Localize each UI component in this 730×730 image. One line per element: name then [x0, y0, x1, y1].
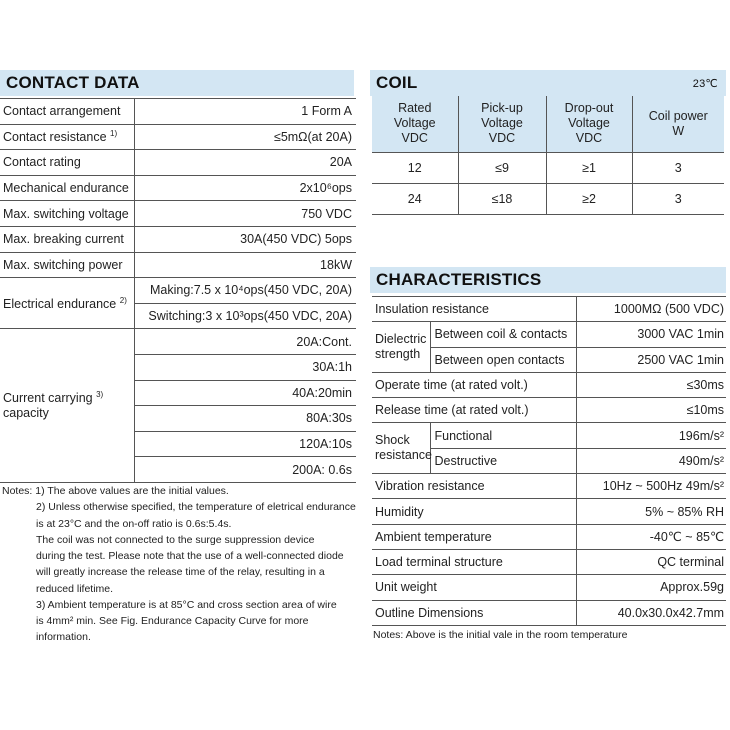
note-line: reduced lifetime.	[36, 582, 114, 595]
sub-label: Destructive	[430, 448, 576, 473]
row-value: 18kW	[134, 252, 356, 278]
row-value: 196m/s²	[576, 423, 726, 448]
note-line: is at 23°C and the on-off ratio is 0.6s:5.4s.	[36, 517, 232, 530]
row-value: 30A(450 VDC) 5ops	[134, 226, 356, 252]
row-label: Mechanical endurance	[0, 175, 134, 201]
table-row	[372, 549, 726, 574]
table-row	[0, 99, 356, 125]
table-row	[372, 372, 726, 397]
row-label: Vibration resistance	[372, 474, 576, 499]
column-header: Rated Voltage VDC	[372, 96, 458, 152]
table-row	[372, 423, 726, 448]
row-value: ≤5mΩ(at 20A)	[134, 124, 356, 150]
coil-title	[370, 70, 726, 96]
note-line: information.	[36, 631, 91, 644]
row-value: Approx.59g	[576, 575, 726, 600]
row-label: Max. breaking current	[0, 226, 134, 252]
column-header: Drop-out Voltage VDC	[546, 96, 632, 152]
table-row	[372, 499, 726, 524]
row-value: Making:7.5 x 10⁴ops(450 VDC, 20A)	[134, 278, 356, 304]
row-value: 20A	[134, 150, 356, 176]
row-label: Load terminal structure	[372, 549, 576, 574]
electrical-endurance-label	[0, 278, 134, 329]
label-text: Current carrying	[3, 391, 93, 406]
table-row	[0, 150, 356, 176]
row-label: Contact rating	[0, 150, 134, 176]
note-line: 3) Ambient temperature is at 85°C and cross section area of wire	[36, 598, 337, 611]
table-cell: ≥1	[546, 152, 632, 183]
row-value: -40℃ ~ 85℃	[576, 524, 726, 549]
note-line: The coil was not connected to the surge suppression device	[36, 533, 315, 546]
row-value: ≤30ms	[576, 372, 726, 397]
row-value: 750 VDC	[134, 201, 356, 227]
table-cell: ≤18	[458, 183, 546, 214]
current-carrying-label	[0, 329, 134, 483]
row-label	[0, 124, 134, 150]
table-cell: ≤9	[458, 152, 546, 183]
table-header-row	[372, 96, 724, 152]
table-row	[372, 474, 726, 499]
row-value: 1 Form A	[134, 99, 356, 125]
row-value: 2x10⁶ops	[134, 175, 356, 201]
row-value: 1000MΩ (500 VDC)	[576, 297, 726, 322]
footnote-ref: 2)	[119, 295, 127, 305]
contact-data-table	[0, 98, 356, 483]
note-line: during the test. Please note that the use of a well-connected diode	[36, 550, 344, 563]
row-label: Operate time (at rated volt.)	[372, 372, 576, 397]
contact-notes	[2, 483, 356, 646]
dielectric-strength-label: Dielectric strength	[372, 322, 430, 373]
label-text: Electrical endurance	[3, 296, 117, 311]
table-row	[0, 124, 356, 150]
row-label: Ambient temperature	[372, 524, 576, 549]
row-value: 2500 VAC 1min	[576, 347, 726, 372]
row-value: ≤10ms	[576, 398, 726, 423]
table-cell: 12	[372, 152, 458, 183]
note-line: Notes: 1) The above values are the initial values.	[2, 485, 229, 497]
table-row	[0, 329, 356, 355]
table-row	[372, 152, 724, 183]
coil-heading: COIL	[376, 73, 418, 92]
row-label: Outline Dimensions	[372, 600, 576, 625]
coil-table	[372, 96, 724, 215]
column-header: Pick-up Voltage VDC	[458, 96, 546, 152]
row-label: Release time (at rated volt.)	[372, 398, 576, 423]
sub-label: Between coil & contacts	[430, 322, 576, 347]
row-value: 20A:Cont.	[134, 329, 356, 355]
footnote-ref: 3)	[96, 390, 104, 400]
row-value: 5% ~ 85% RH	[576, 499, 726, 524]
sub-label: Between open contacts	[430, 347, 576, 372]
characteristics-note: Notes: Above is the initial vale in the room temperature	[373, 629, 628, 641]
table-cell: 24	[372, 183, 458, 214]
label-text: Contact resistance	[3, 130, 107, 145]
characteristics-title	[370, 267, 726, 293]
characteristics-heading: CHARACTERISTICS	[376, 270, 542, 289]
row-value: Switching:3 x 10³ops(450 VDC, 20A)	[134, 303, 356, 329]
row-value: 80A:30s	[134, 406, 356, 432]
coil-temperature: 23℃	[692, 78, 718, 90]
sub-label: Functional	[430, 423, 576, 448]
row-value: 40.0x30.0x42.7mm	[576, 600, 726, 625]
table-row	[372, 322, 726, 347]
row-value: QC terminal	[576, 549, 726, 574]
table-row	[0, 175, 356, 201]
row-value: 40A:20min	[134, 380, 356, 406]
row-label: Contact arrangement	[0, 99, 134, 125]
table-row	[372, 398, 726, 423]
note-line: 2) Unless otherwise specified, the temperature of eletrical endurance	[36, 501, 356, 514]
row-label: Max. switching power	[0, 252, 134, 278]
table-row	[372, 183, 724, 214]
row-value: 120A:10s	[134, 431, 356, 457]
table-row	[372, 575, 726, 600]
note-line: is 4mm² min. See Fig. Endurance Capacity Curve for more	[36, 615, 309, 628]
label-text: capacity	[3, 406, 49, 421]
row-value: 200A: 0.6s	[134, 457, 356, 483]
note-line: will greatly increase the release time of the relay, resulting in a	[36, 566, 325, 579]
table-row	[372, 297, 726, 322]
table-row	[372, 600, 726, 625]
table-row	[0, 278, 356, 304]
row-value: 3000 VAC 1min	[576, 322, 726, 347]
table-row	[0, 252, 356, 278]
characteristics-table	[372, 296, 726, 626]
table-row	[372, 524, 726, 549]
column-header: Coil power W	[632, 96, 724, 152]
table-cell: 3	[632, 152, 724, 183]
table-cell: ≥2	[546, 183, 632, 214]
row-label: Unit weight	[372, 575, 576, 600]
row-label: Humidity	[372, 499, 576, 524]
contact-data-heading: CONTACT DATA	[6, 73, 140, 92]
row-label: Max. switching voltage	[0, 201, 134, 227]
table-row	[0, 201, 356, 227]
row-value: 10Hz ~ 500Hz 49m/s²	[576, 474, 726, 499]
footnote-ref: 1)	[110, 129, 118, 139]
shock-resistance-label: Shock resistance	[372, 423, 430, 474]
row-label: Insulation resistance	[372, 297, 576, 322]
table-cell: 3	[632, 183, 724, 214]
table-row	[0, 226, 356, 252]
row-value: 490m/s²	[576, 448, 726, 473]
contact-data-title	[0, 70, 354, 96]
row-value: 30A:1h	[134, 354, 356, 380]
